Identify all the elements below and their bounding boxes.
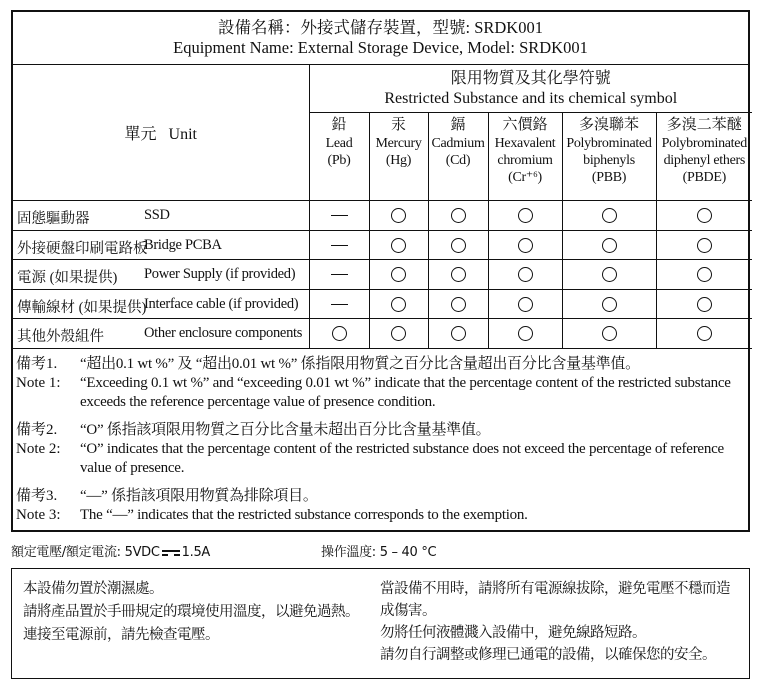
mark-cell [656,201,752,231]
substance-pbde [656,113,752,201]
note-text-en: “O” indicates that the percentage content of the restricted substance does not exceed the percentage of reference value of presence. [80,440,724,476]
circle-mark-icon [451,238,466,253]
table-row [13,230,752,260]
substance-en: (Cr⁺⁶) [508,170,542,185]
mark-cell [369,260,428,290]
substance-mercury [369,113,428,201]
substance-zh: 汞 [390,117,406,133]
equipment-title-zh: 設備名稱：外接式儲存裝置，型號: SRDK001 [218,18,543,37]
circle-mark-icon [518,208,533,223]
note-text-zh: “超出0.1 wt %” 及 “超出0.01 wt %” 係指限用物質之百分比含量超出百分比含量基準值。 [80,355,640,372]
warning-item: 連接至電源前，請先檢查電壓。 [23,627,219,643]
table-row [13,260,752,290]
substance-en: Hexavalent [494,136,556,151]
warning-item: 本設備勿置於潮濕處。 [23,581,163,597]
mark-cell [562,260,656,290]
component-name-zh: 傳輸線材 (如果提供) [17,299,147,316]
component-name-zh: 其他外殼組件 [17,329,104,345]
note-text-en: “Exceeding 0.1 wt %” and “exceeding 0.01 wt %” indicate that the percentage content of the restricted substance exceeds the reference percentage value of presence condition. [80,374,731,410]
restricted-header-zh: 限用物質及其化學符號 [450,70,611,87]
component-cell [13,230,309,260]
circle-mark-icon [697,208,712,223]
circle-mark-icon [391,238,406,253]
substance-zh: 六價鉻 [502,117,548,133]
circle-mark-icon [451,326,466,341]
circle-mark-icon [518,238,533,253]
mark-cell [488,201,562,231]
mark-cell [488,319,562,349]
mark-cell [656,289,752,319]
dc-symbol-icon [162,550,180,556]
component-name-zh: 外接硬盤印刷電路板 [17,240,148,257]
circle-mark-icon [391,208,406,223]
mark-cell [488,230,562,260]
warning-item: 請勿自行調整或修理已通電的設備，以確保您的安全。 [380,647,716,663]
warning-item: 當設備不用時，請將所有電源線拔除，避免電壓不穩而造成傷害。 [380,581,730,619]
circle-mark-icon [602,238,617,253]
warning-item: 請將產品置於手冊規定的環境使用溫度，以避免過熱。 [23,604,359,620]
safety-warnings-left [23,578,368,647]
mark-cell [488,289,562,319]
substance-lead [309,113,369,201]
notes-section [13,349,748,525]
mark-cell [309,289,369,319]
substance-zh: 多溴聯苯 [578,117,639,133]
rohs-declaration [11,10,750,532]
table-row [13,201,752,231]
component-name-en: Power Supply (if provided) [144,266,296,282]
component-name-zh: 電源 (如果提供) [17,270,118,286]
mark-cell [488,260,562,290]
dash-mark-icon [331,215,348,216]
mark-cell [428,260,488,290]
mark-cell [369,201,428,231]
table-row [13,319,752,349]
circle-mark-icon [451,297,466,312]
substance-zh: 鎘 [450,117,466,133]
unit-header [13,65,309,201]
substance-en: Polybrominated [661,136,747,151]
circle-mark-icon [518,267,533,282]
circle-mark-icon [391,267,406,282]
circle-mark-icon [391,297,406,312]
note-label-en: Note 2: [16,440,61,457]
mark-cell [369,230,428,260]
circle-mark-icon [518,326,533,341]
equipment-title [13,12,748,65]
mark-cell [428,289,488,319]
substance-en: diphenyl ethers [663,153,745,168]
rated-voltage-current [11,545,210,560]
circle-mark-icon [602,208,617,223]
dash-mark-icon [331,304,348,305]
restricted-header-en: Restricted Substance and its chemical symbol [384,90,678,107]
mark-cell [562,319,656,349]
mark-cell [428,319,488,349]
note-label-zh: 備考3. [16,487,58,504]
substance-hexavalent-chromium [488,113,562,201]
circle-mark-icon [697,297,712,312]
substance-en: (PBDE) [682,170,726,185]
substance-en: Cadmium [431,136,485,151]
unit-header-zh: 單元 [124,126,157,143]
mark-cell [428,201,488,231]
component-cell [13,289,309,319]
circle-mark-icon [697,238,712,253]
operating-temperature: 操作溫度: 5 – 40 °C [321,545,437,560]
warning-item: 勿將任何液體濺入設備中，避免線路短路。 [380,625,646,641]
component-cell [13,201,309,231]
component-name-zh: 固態驅動器 [17,211,90,227]
note-text-en: The “—” indicates that the restricted substance corresponds to the exemption. [80,506,528,523]
mark-cell [309,201,369,231]
mark-cell [562,230,656,260]
substance-en: Polybrominated [566,136,652,151]
circle-mark-icon [697,267,712,282]
component-name-en: Interface cable (if provided) [144,295,299,312]
electrical-ratings [11,541,437,560]
mark-cell [562,289,656,319]
note-text-zh: “—” 係指該項限用物質為排除項目。 [80,487,318,504]
note-label-en: Note 3: [16,506,61,523]
mark-cell [309,230,369,260]
mark-cell [309,260,369,290]
mark-cell [309,319,369,349]
circle-mark-icon [697,326,712,341]
note-label-zh: 備考2. [16,421,58,438]
substance-en: biphenyls [583,153,635,168]
substance-en: chromium [497,153,553,168]
note-text-zh: “O” 係指該項限用物質之百分比含量未超出百分比含量基準值。 [80,421,491,438]
note-1 [16,355,748,412]
note-2 [16,421,748,478]
circle-mark-icon [451,208,466,223]
circle-mark-icon [332,326,347,341]
note-3 [16,487,748,525]
restricted-substance-header [309,65,752,113]
component-cell [13,319,309,349]
component-name-en: SSD [144,207,170,223]
mark-cell [656,319,752,349]
circle-mark-icon [602,267,617,282]
substance-pbb [562,113,656,201]
circle-mark-icon [602,297,617,312]
substance-en: (PBB) [591,170,627,185]
dash-mark-icon [331,274,348,275]
substance-en: (Hg) [385,153,412,168]
circle-mark-icon [518,297,533,312]
note-label-en: Note 1: [16,374,61,391]
substance-en: (Pb) [327,153,351,168]
circle-mark-icon [391,326,406,341]
component-name-en: Bridge PCBA [144,236,222,253]
mark-cell [656,260,752,290]
equipment-title-en: Equipment Name: External Storage Device, Model: SRDK001 [173,38,588,57]
mark-cell [369,289,428,319]
mark-cell [656,230,752,260]
table-row [13,289,752,319]
note-label-zh: 備考1. [16,355,58,372]
component-name-en: Other enclosure components [144,325,303,341]
safety-warnings-right [380,578,740,666]
substance-zh: 多溴二苯醚 [666,117,742,133]
dash-mark-icon [331,245,348,246]
substance-en: Mercury [375,136,422,151]
rated-current: 1.5A [181,545,211,560]
substance-en: (Cd) [445,153,471,168]
safety-warnings [11,568,750,679]
mark-cell [369,319,428,349]
rated-voltage: 額定電壓/額定電流: 5VDC [11,545,160,560]
substance-cadmium [428,113,488,201]
circle-mark-icon [451,267,466,282]
restricted-substance-table [13,65,752,349]
component-cell [13,260,309,290]
substance-zh: 鉛 [331,117,347,133]
circle-mark-icon [602,326,617,341]
substance-en: Lead [325,136,353,151]
mark-cell [562,201,656,231]
unit-header-en: Unit [168,126,197,143]
mark-cell [428,230,488,260]
